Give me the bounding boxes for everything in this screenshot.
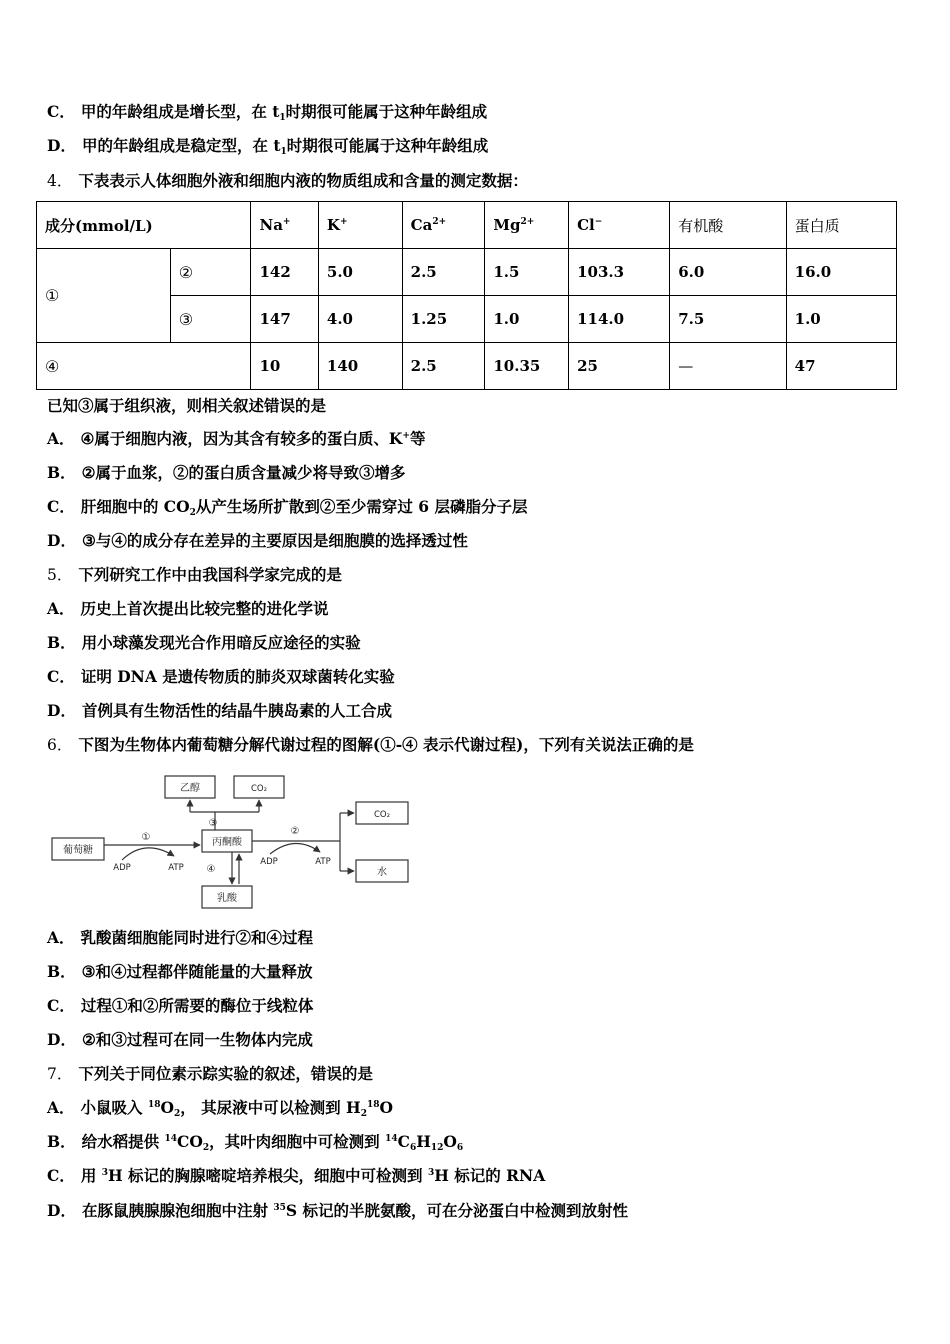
- table-cell: 1.25: [402, 296, 485, 343]
- table-cell: 25: [569, 343, 670, 390]
- composition-table: [36, 201, 897, 390]
- process2-label: ②: [290, 826, 300, 837]
- table-row: [37, 343, 897, 390]
- water-label: 水: [377, 867, 387, 878]
- table-row: [37, 249, 897, 296]
- q4-option-a: A． ④属于细胞内液，因为其含有较多的蛋白质、K+等: [47, 429, 426, 448]
- col-header: 蛋白质: [786, 202, 896, 249]
- table-cell: 1.5: [485, 249, 569, 296]
- ethanol-label: 乙醇: [180, 783, 200, 794]
- table-cell: 1.0: [485, 296, 569, 343]
- table-cell: 140: [318, 343, 402, 390]
- q6-option-a: A． 乳酸菌细胞能同时进行②和④过程: [47, 928, 314, 947]
- table-cell: 4.0: [318, 296, 402, 343]
- row-label: ②: [170, 249, 251, 296]
- table-cell: 6.0: [670, 249, 786, 296]
- lactate-label: 乳酸: [217, 893, 237, 904]
- pyruvate-label: 丙酮酸: [212, 837, 242, 848]
- table-cell: 142: [251, 249, 318, 296]
- q5-stem: 5． 下列研究工作中由我国科学家完成的是: [47, 565, 342, 584]
- table-cell: 47: [786, 343, 896, 390]
- table-cell: 16.0: [786, 249, 896, 296]
- process4-label: ④: [206, 864, 216, 875]
- q7-stem: 7． 下列关于同位素示踪实验的叙述，错误的是: [47, 1064, 373, 1083]
- col-header: $Ca^{2+}$: [402, 202, 485, 249]
- table-cell: 2.5: [402, 249, 485, 296]
- table-header-row: [37, 202, 897, 249]
- co2-top-label: CO₂: [250, 784, 268, 794]
- adp-atp-curve-1: [122, 848, 174, 860]
- q7-option-a: A． 小鼠吸入 $^{18}O_2$， 其尿液中可以检测到 $H_2^{18}O$: [47, 1098, 394, 1119]
- col-header: K+: [318, 202, 402, 249]
- q6-option-d: D． ②和③过程可在同一生物体内完成: [47, 1030, 313, 1049]
- q5-option-a: A． 历史上首次提出比较完整的进化学说: [47, 599, 329, 618]
- glucose-metabolism-diagram: [40, 768, 420, 914]
- q4-option-d: D． ③与④的成分存在差异的主要原因是细胞膜的选择透过性: [47, 531, 468, 550]
- q6-option-c: C． 过程①和②所需要的酶位于线粒体: [47, 996, 314, 1015]
- q4-stem: 4． 下表表示人体细胞外液和细胞内液的物质组成和含量的测定数据：: [47, 171, 528, 190]
- row-label: ③: [170, 296, 251, 343]
- col-header: 有机酸: [670, 202, 786, 249]
- col-header: Na+: [251, 202, 318, 249]
- q5-option-b: B． 用小球藻发现光合作用暗反应途径的实验: [47, 633, 361, 652]
- atp2-label: ATP: [315, 857, 331, 867]
- q3-option-d: D． 甲的年龄组成是稳定型，在 $t_1$时期很可能属于这种年龄组成: [47, 136, 489, 157]
- table-cell: 10.35: [485, 343, 569, 390]
- group-label: ①: [37, 249, 171, 343]
- table-cell: 114.0: [569, 296, 670, 343]
- q4-note: 已知③属于组织液，则相关叙述错误的是: [47, 396, 327, 415]
- process3-label: ③: [208, 818, 218, 829]
- table-cell: 7.5: [670, 296, 786, 343]
- process1-label: ①: [141, 832, 151, 843]
- adp-atp-curve-2: [270, 843, 320, 854]
- atp1-label: ATP: [168, 863, 184, 873]
- co2-right-label: CO₂: [373, 810, 391, 820]
- q7-option-c: C． 用 $^3$H 标记的胸腺嘧啶培养根尖，细胞中可检测到 $^3$H 标记的 RNA: [47, 1166, 546, 1185]
- col-header: Cl−: [569, 202, 670, 249]
- adp1-label: ADP: [113, 863, 131, 873]
- q7-option-b: B． 给水稻提供 $^{14}CO_2$，其叶肉细胞中可检测到 $^{14}C_6H_{12}O_6$: [47, 1132, 464, 1153]
- table-cell: —: [670, 343, 786, 390]
- header-label: 成分(mmol/L): [37, 202, 251, 249]
- q6-option-b: B． ③和④过程都伴随能量的大量释放: [47, 962, 313, 981]
- table-cell: 1.0: [786, 296, 896, 343]
- q3-option-c: C． 甲的年龄组成是增长型，在 $t_1$时期很可能属于这种年龄组成: [47, 102, 488, 123]
- table-cell: 5.0: [318, 249, 402, 296]
- row-label: ④: [37, 343, 251, 390]
- glucose-label: 葡萄糖: [63, 845, 93, 856]
- q4-option-b: B． ②属于血浆，②的蛋白质含量减少将导致③增多: [47, 463, 406, 482]
- q5-option-d: D． 首例具有生物活性的结晶牛胰岛素的人工合成: [47, 701, 392, 720]
- q6-stem: 6． 下图为生物体内葡萄糖分解代谢过程的图解(①-④ 表示代谢过程)，下列有关说法正确的是: [47, 735, 694, 754]
- q5-option-c: C． 证明 DNA 是遗传物质的肺炎双球菌转化实验: [47, 667, 395, 686]
- adp2-label: ADP: [260, 857, 278, 867]
- q4-option-c: C． 肝细胞中的 $CO_2$从产生场所扩散到②至少需穿过 6 层磷脂分子层: [47, 497, 528, 518]
- col-header: $Mg^{2+}$: [485, 202, 569, 249]
- q7-option-d: D． 在豚鼠胰腺腺泡细胞中注射 $^{35}$S 标记的半胱氨酸，可在分泌蛋白中检测到放射性: [47, 1201, 628, 1220]
- table-cell: 147: [251, 296, 318, 343]
- table-cell: 2.5: [402, 343, 485, 390]
- table-cell: 103.3: [569, 249, 670, 296]
- table-cell: 10: [251, 343, 318, 390]
